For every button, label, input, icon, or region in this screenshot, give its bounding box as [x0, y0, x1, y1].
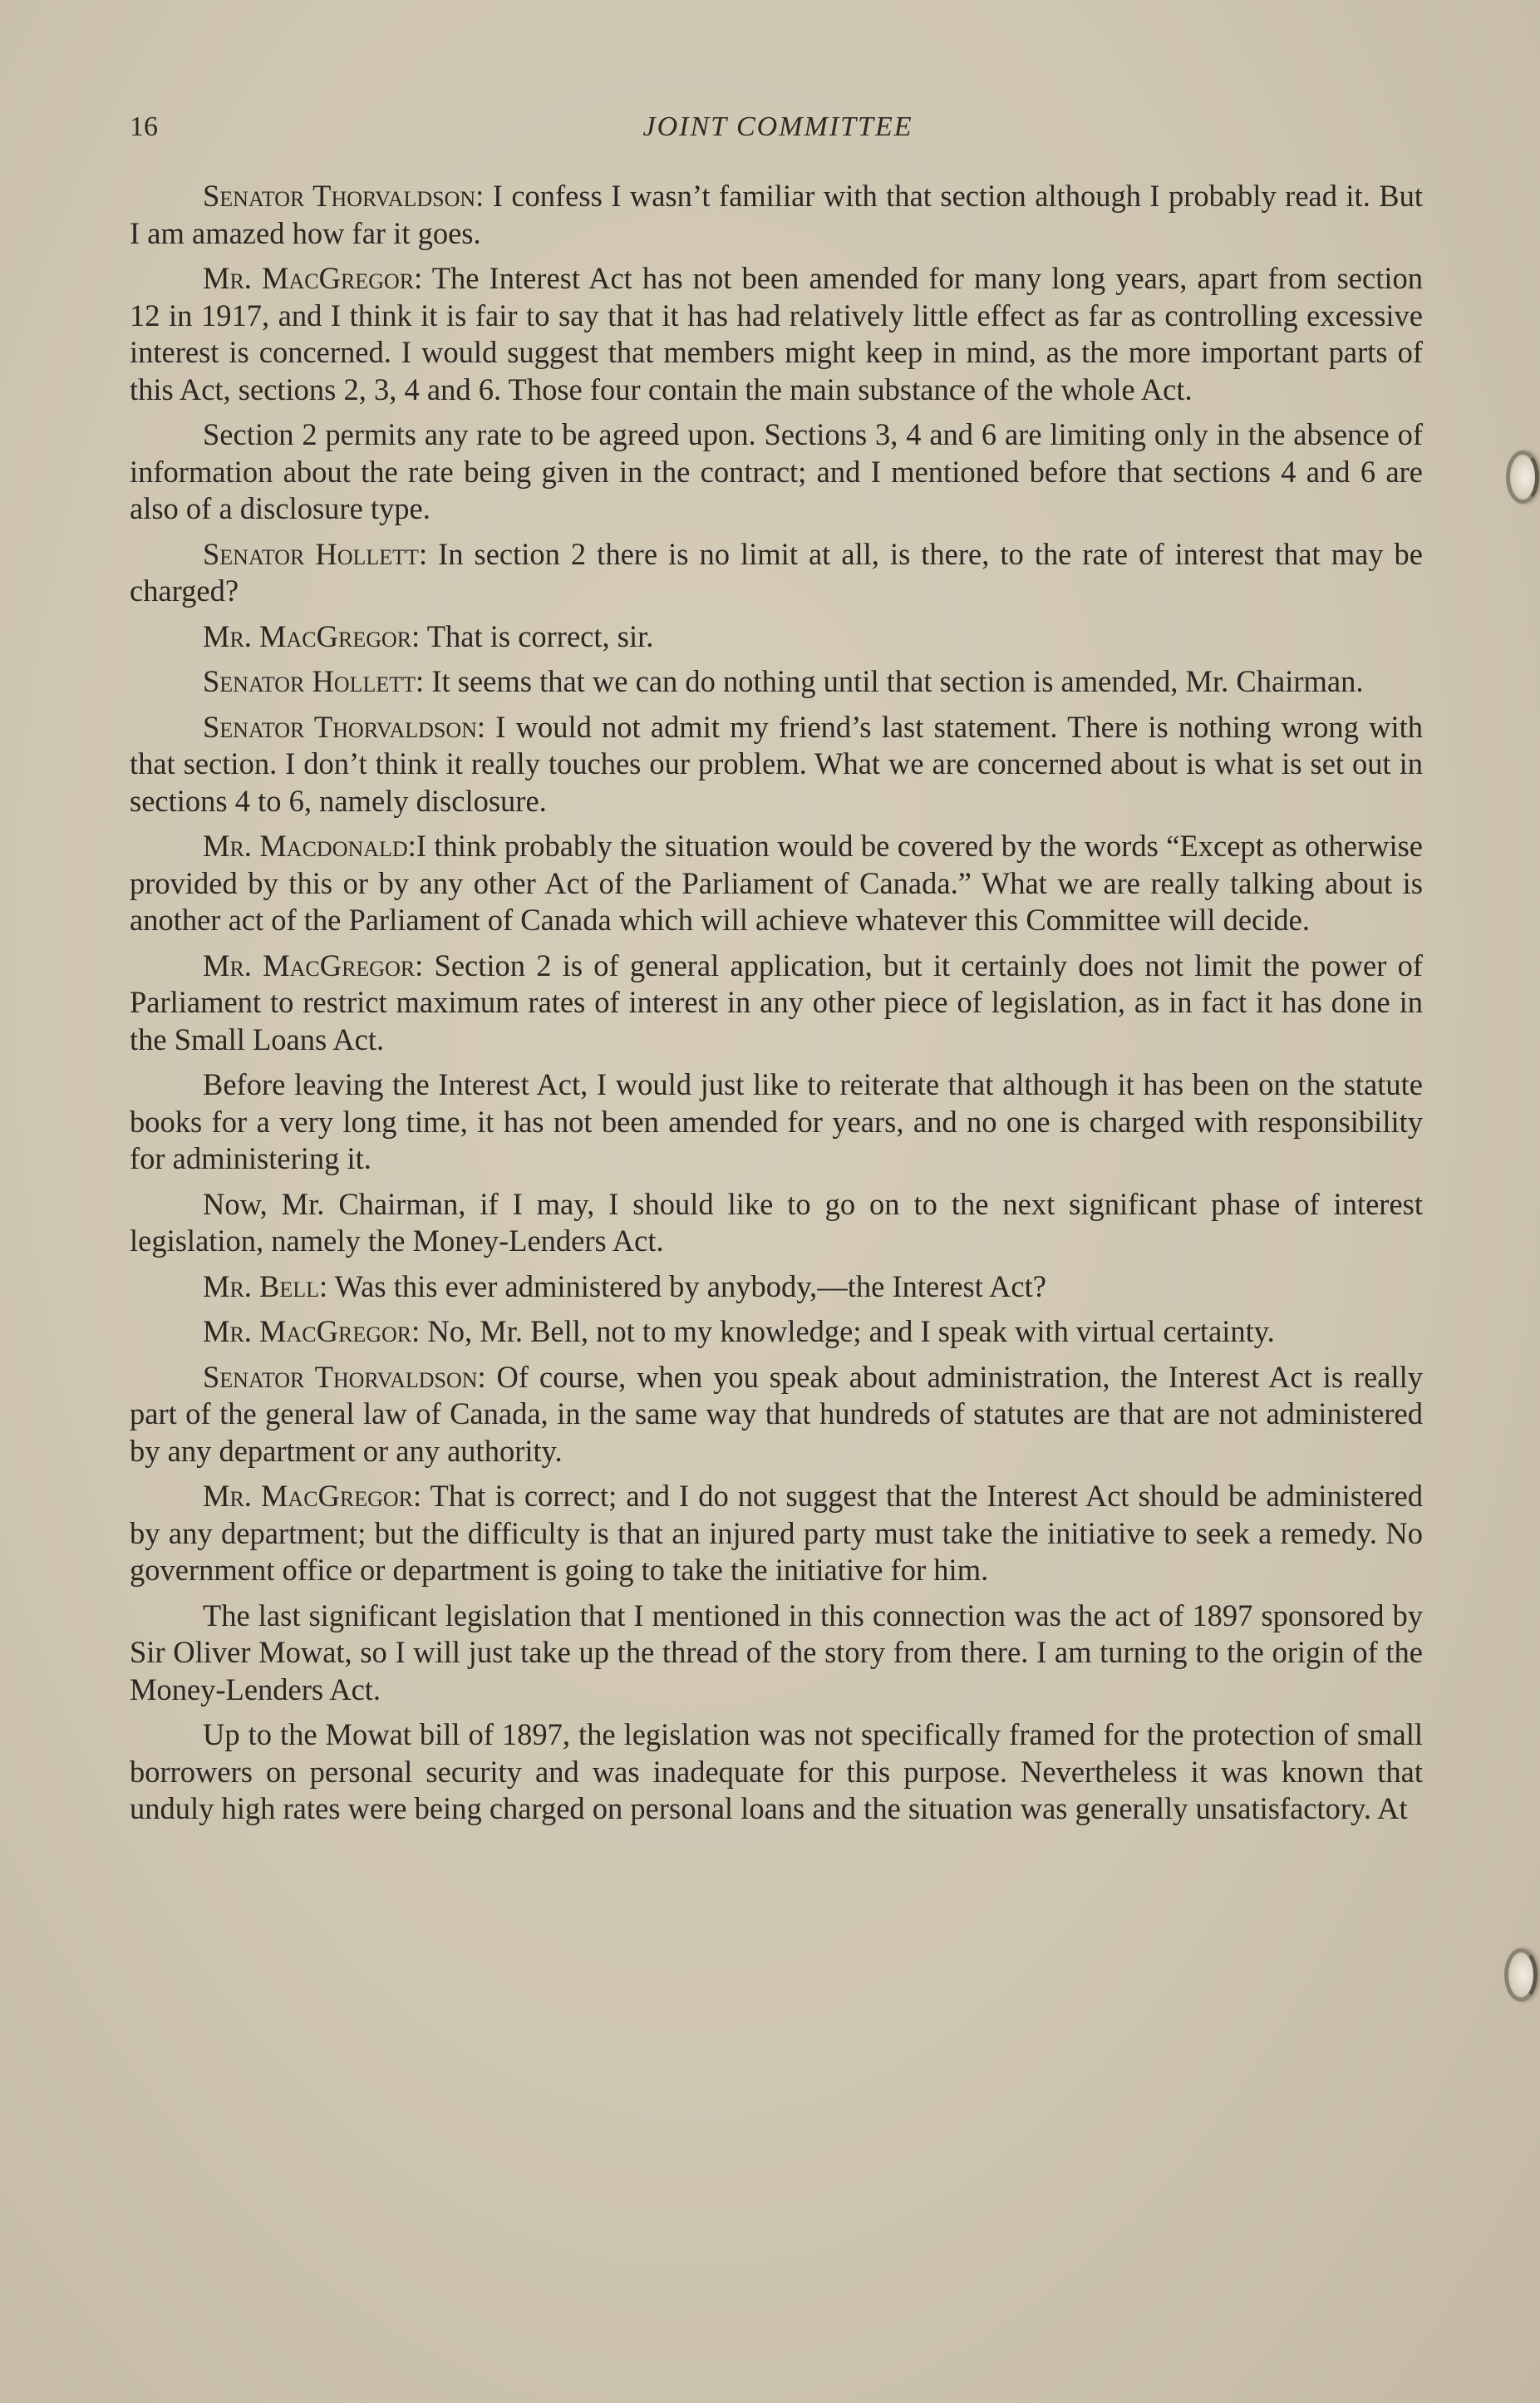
page-number: 16	[130, 111, 158, 142]
paragraph-text: I would not admit my friend’s last statement. There is nothing wrong with that section. I don’t think it really touches our problem. What we are concerned about is what is set out in sections 4 to 6, namely disclosure.	[130, 709, 1423, 818]
paragraph-text: I confess I wasn’t familiar with that section although I probably read it. But I am amazed how far it goes.	[130, 179, 1423, 250]
paragraph	[130, 1716, 1423, 1828]
running-head: JOINT COMMITTEE	[642, 111, 913, 142]
paragraph	[130, 1598, 1423, 1709]
paragraph-text: No, Mr. Bell, not to my knowledge; and I speak with virtual certainty.	[420, 1314, 1275, 1348]
paragraph-text: The Interest Act has not been amended for many long years, apart from section 12 in 1917, and I think it is fair to say that it has had relatively little effect as far as controlling excessive interest is concerned. I would suggest that members might keep in mind, as the more important parts of this Act, sections 2, 3, 4 and 6. Those four contain the main substance of the whole Act.	[130, 261, 1423, 406]
speaker-name: Senator Thorvaldson:	[203, 1359, 486, 1394]
paragraph-text: Was this ever administered by anybody,—the Interest Act?	[327, 1268, 1046, 1303]
speaker-name: Mr. MacGregor:	[203, 261, 423, 295]
paragraph-text: Section 2 permits any rate to be agreed upon. Sections 3, 4 and 6 are limiting only in the absence of information about the rate being given in the contract; and I mentioned before that sections 4 and 6 are also of a disclosure type.	[130, 417, 1423, 525]
speaker-name: Senator Hollett:	[203, 536, 428, 571]
paragraph	[130, 260, 1423, 408]
speaker-name: Senator Hollett:	[203, 664, 425, 698]
paragraph-text: That is correct, sir.	[420, 618, 654, 653]
paragraph-text: It seems that we can do nothing until that section is amended, Mr. Chairman.	[424, 664, 1364, 698]
paragraph	[130, 536, 1423, 610]
paragraph	[130, 618, 1423, 656]
paragraph	[130, 948, 1423, 1059]
page-header	[130, 105, 1426, 155]
speaker-name: Mr. MacGregor:	[203, 948, 424, 982]
body-text	[130, 178, 1423, 1836]
paragraph	[130, 1268, 1423, 1306]
speaker-name: Mr. MacGregor:	[203, 618, 421, 653]
paragraph	[130, 828, 1423, 939]
paragraph-text: Of course, when you speak about administration, the Interest Act is really part of the general law of Canada, in the same way that hundreds of statutes are that are not administered by any department or any authority.	[130, 1359, 1423, 1468]
paragraph	[130, 663, 1423, 701]
paragraph-text: That is correct; and I do not suggest that the Interest Act should be administered by any department; but the difficulty is that an injured party must take the initiative to seek a remedy. No government office or department is going to take the initiative for him.	[130, 1479, 1423, 1587]
binder-ring-icon	[1506, 451, 1539, 504]
speaker-name: Mr. Macdonald:	[203, 829, 416, 863]
speaker-name: Senator Thorvaldson:	[203, 709, 486, 744]
paragraph-text: In section 2 there is no limit at all, is there, to the rate of interest that may be charged?	[130, 536, 1423, 608]
paragraph-text: Up to the Mowat bill of 1897, the legislation was not specifically framed for the protection of small borrowers on personal security and was inadequate for this purpose. Nevertheless it was known that unduly high rates were being charged on personal loans and the situation was generally unsatisfactory. At	[130, 1717, 1423, 1825]
paragraph-text: The last significant legislation that I mentioned in this connection was the act of 1897 sponsored by Sir Oliver Mowat, so I will just take up the thread of the story from there. I am turning to the origin of the Money-Lenders Act.	[130, 1598, 1423, 1706]
paragraph	[130, 1186, 1423, 1260]
paragraph	[130, 416, 1423, 528]
paragraph	[130, 1313, 1423, 1351]
paragraph	[130, 1359, 1423, 1470]
binder-ring-icon	[1504, 1948, 1538, 2002]
paragraph-text: I think probably the situation would be covered by the words “Except as otherwise provided by this or by any other Act of the Parliament of Canada.” What we are really talking about is another act of the Parliament of Canada which will achieve whatever this Committee will decide.	[130, 829, 1423, 937]
paragraph	[130, 709, 1423, 820]
speaker-name: Mr. MacGregor:	[203, 1479, 422, 1513]
speaker-name: Mr. Bell:	[203, 1268, 328, 1303]
paragraph-text: Now, Mr. Chairman, if I may, I should like to go on to the next significant phase of interest legislation, namely the Money-Lenders Act.	[130, 1186, 1423, 1258]
speaker-name: Mr. MacGregor:	[203, 1314, 421, 1348]
speaker-name: Senator Thorvaldson:	[203, 179, 485, 213]
paragraph	[130, 1066, 1423, 1178]
paragraph	[130, 178, 1423, 252]
paragraph	[130, 1478, 1423, 1589]
paragraph-text: Section 2 is of general application, but it certainly does not limit the power of Parliament to restrict maximum rates of interest in any other piece of legislation, as in fact it has done in the Small Loans Act.	[130, 948, 1423, 1056]
paragraph-text: Before leaving the Interest Act, I would just like to reiterate that although it has been on the statute books for a very long time, it has not been amended for years, and no one is charged with responsibility for administering it.	[130, 1067, 1423, 1175]
